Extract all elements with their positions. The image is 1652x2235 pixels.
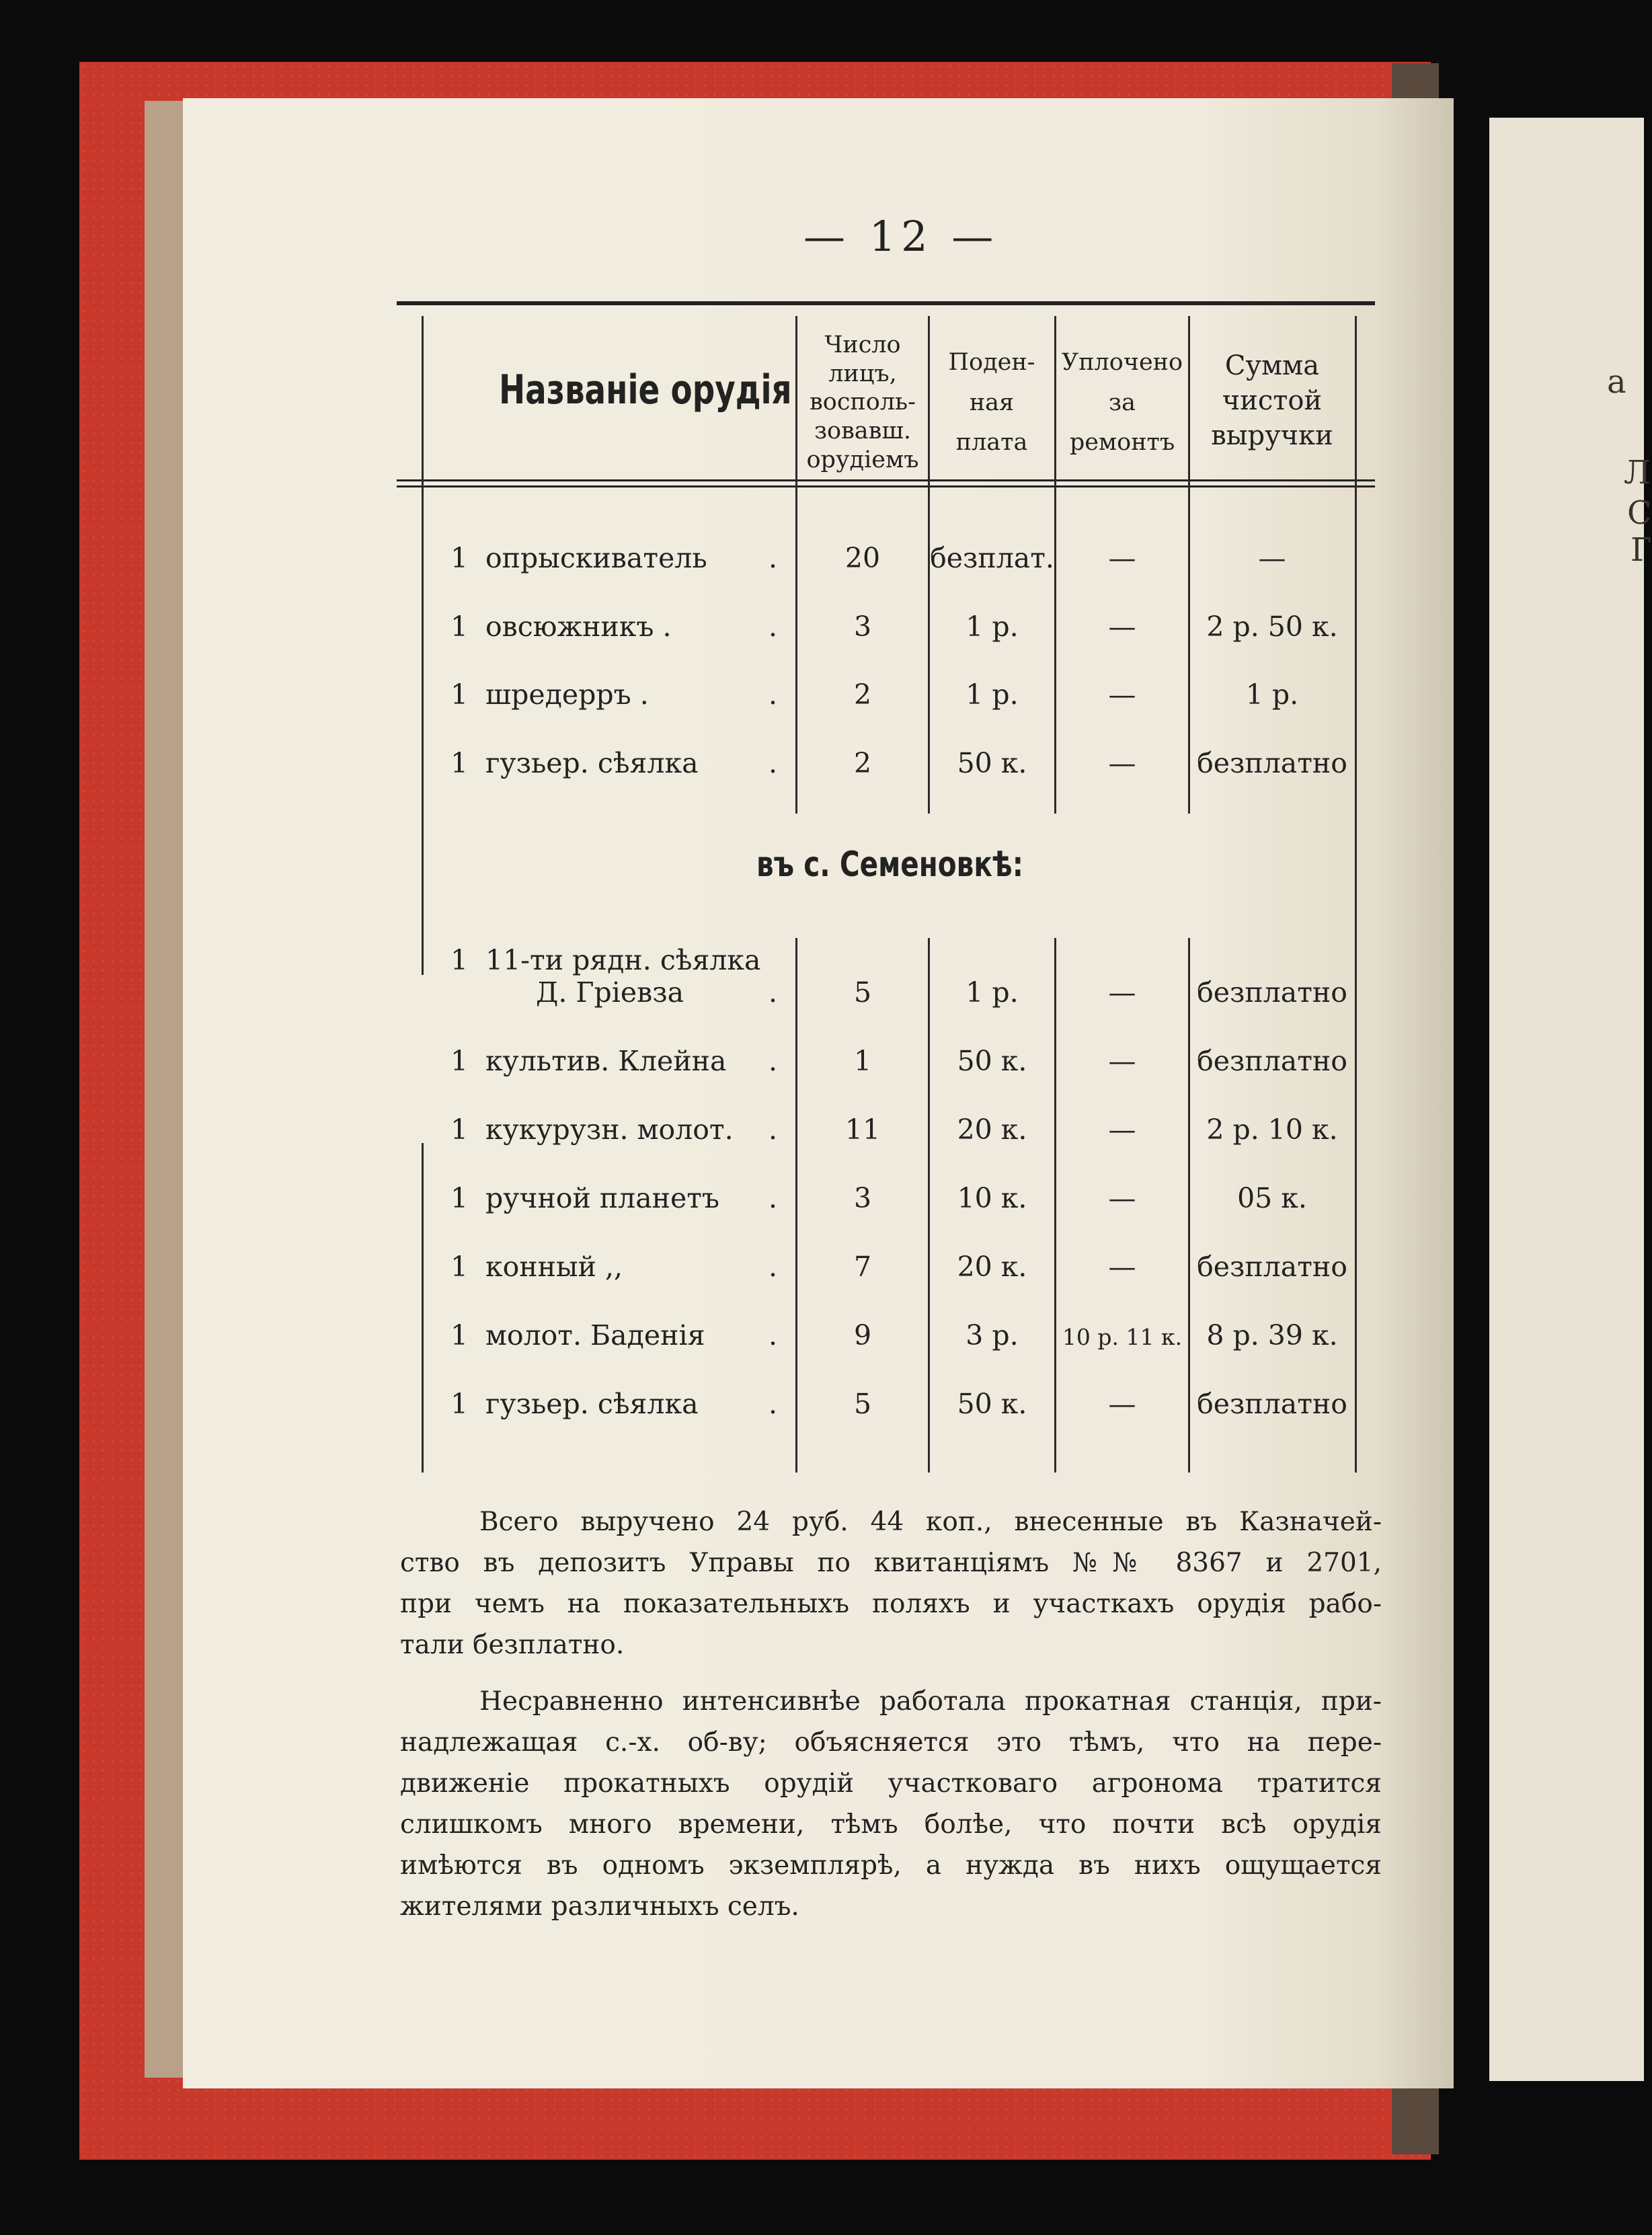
repair-paid: — — [1108, 611, 1136, 643]
paragraph-line: жителями различныхъ селъ. — [400, 1891, 799, 1922]
net-revenue: безплатно — [1197, 1045, 1347, 1077]
column-divider — [1054, 938, 1056, 1473]
tool-name: гузьер. сѣялка — [485, 1388, 699, 1420]
net-revenue: 1 р. — [1245, 678, 1299, 711]
facing-page-letter: С — [1627, 494, 1652, 532]
header-line: чистой — [1222, 385, 1323, 416]
tool-name: 11-ти рядн. сѣялка — [485, 944, 761, 976]
repair-paid: — — [1108, 1045, 1136, 1077]
header-line: лицъ, — [828, 360, 897, 387]
page-number: — 12 — — [803, 212, 999, 261]
paragraph-line: надлежащая с.-х. об-ву; объясняется это тѣмъ, что на пере- — [400, 1727, 1382, 1758]
table-border-left — [422, 1143, 424, 1473]
daily-pay: 1 р. — [966, 976, 1019, 1009]
daily-pay: 3 р. — [966, 1319, 1019, 1351]
daily-pay: 20 к. — [957, 1113, 1027, 1146]
qty: 1 — [450, 542, 469, 574]
users-count: 7 — [853, 1251, 872, 1283]
header-count — [799, 331, 927, 474]
facing-page-letter: а — [1607, 363, 1626, 401]
facing-page-letter: Г — [1630, 531, 1652, 569]
column-divider — [1054, 316, 1056, 814]
daily-pay: 50 к. — [957, 1388, 1027, 1420]
paragraph-line: Всего выручено 24 руб. 44 коп., внесенные въ Казначей- — [479, 1507, 1382, 1537]
header-line: зовавш. — [814, 418, 912, 445]
tool-name: культив. Клейна — [485, 1045, 727, 1077]
daily-pay: 20 к. — [957, 1251, 1027, 1283]
daily-pay: 50 к. — [957, 1045, 1027, 1077]
tool-name: шредерръ . — [485, 678, 649, 711]
tool-name: опрыскиватель — [485, 542, 707, 574]
tool-name: кукурузн. молот. — [485, 1113, 734, 1146]
net-revenue: 2 р. 10 к. — [1206, 1113, 1338, 1146]
column-divider — [1188, 938, 1190, 1473]
tool-name: молот. Баденія — [485, 1319, 705, 1351]
daily-pay: 1 р. — [966, 611, 1019, 643]
header-rule — [397, 479, 1375, 481]
leader-dot: . — [769, 611, 778, 643]
repair-paid: — — [1108, 1388, 1136, 1420]
users-count: 9 — [853, 1319, 872, 1351]
qty: 1 — [450, 611, 469, 643]
tool-name: гузьер. сѣялка — [485, 747, 699, 779]
header-rule-double — [397, 485, 1375, 487]
top-rule — [397, 301, 1375, 305]
header-name: Названіе орудія — [499, 366, 792, 414]
header-line: ная — [969, 389, 1015, 416]
daily-pay: 1 р. — [966, 678, 1019, 711]
qty: 1 — [450, 1251, 469, 1283]
column-divider — [795, 938, 797, 1473]
tool-name: ручной планетъ — [485, 1182, 720, 1214]
table-border-right — [1355, 316, 1357, 1473]
table-border-left — [422, 316, 424, 975]
facing-page — [1489, 118, 1652, 2081]
users-count: 2 — [853, 678, 872, 711]
paragraph-rental-station — [400, 1681, 1382, 1927]
repair-paid: 10 р. 11 к. — [1062, 1324, 1183, 1350]
leader-dot: . — [769, 976, 778, 1009]
header-repair — [1058, 343, 1187, 463]
column-divider — [795, 316, 797, 814]
daily-pay: 10 к. — [957, 1182, 1027, 1214]
leader-dot: . — [769, 1388, 778, 1420]
repair-paid: — — [1108, 976, 1136, 1009]
users-count: 20 — [844, 542, 881, 574]
header-line: плата — [955, 429, 1028, 456]
paragraph-line: тали безплатно. — [400, 1630, 625, 1660]
leader-dot: . — [769, 1182, 778, 1214]
qty: 1 — [450, 1182, 469, 1214]
repair-paid: — — [1108, 1113, 1136, 1146]
section-title: въ с. Семеновкѣ: — [756, 845, 1023, 885]
header-line: за — [1109, 389, 1136, 416]
paragraph-line: движеніе прокатныхъ орудій участковаго агронома тратится — [400, 1768, 1382, 1799]
header-pay — [931, 343, 1052, 463]
header-line: Поден- — [948, 349, 1035, 376]
header-line: Число — [824, 331, 901, 358]
users-count: 2 — [853, 747, 872, 779]
net-revenue: 05 к. — [1237, 1182, 1307, 1214]
leader-dot: . — [769, 1045, 778, 1077]
daily-pay: 50 к. — [957, 747, 1027, 779]
header-revenue — [1191, 348, 1353, 453]
facing-page-letter: Л — [1624, 454, 1651, 492]
users-count: 5 — [853, 1388, 872, 1420]
repair-paid: — — [1108, 678, 1136, 711]
tool-name: овсюжникъ . — [485, 611, 672, 643]
leader-dot: . — [769, 1319, 778, 1351]
column-divider — [1188, 316, 1190, 814]
daily-pay: безплат. — [930, 542, 1054, 574]
users-count: 3 — [853, 611, 872, 643]
tool-name-continued: Д. Гріевза — [536, 976, 684, 1009]
header-line: орудіемъ — [806, 446, 919, 473]
qty: 1 — [450, 1045, 469, 1077]
qty: 1 — [450, 1113, 469, 1146]
header-line: выручки — [1211, 420, 1333, 451]
repair-paid: — — [1108, 1251, 1136, 1283]
paragraph-line: ство въ депозитъ Управы по квитанціямъ №№ 8367 и 2701, — [400, 1548, 1382, 1578]
users-count: 11 — [844, 1113, 881, 1146]
qty: 1 — [450, 678, 469, 711]
qty: 1 — [450, 944, 469, 976]
header-line: восполь- — [810, 389, 916, 416]
net-revenue: безплатно — [1197, 747, 1347, 779]
leader-dot: . — [769, 678, 778, 711]
net-revenue: 8 р. 39 к. — [1206, 1319, 1338, 1351]
header-line: ремонтъ — [1069, 429, 1175, 456]
users-count: 5 — [853, 976, 872, 1009]
qty: 1 — [450, 1388, 469, 1420]
paragraph-line: слишкомъ много времени, тѣмъ болѣе, что почти всѣ орудія — [400, 1809, 1382, 1840]
users-count: 3 — [853, 1182, 872, 1214]
paragraph-line: имѣются въ одномъ экземплярѣ, а нужда въ нихъ ощущается — [400, 1850, 1382, 1881]
leader-dot: . — [769, 1113, 778, 1146]
leader-dot: . — [769, 542, 778, 574]
header-line: Сумма — [1224, 350, 1320, 381]
leader-dot: . — [769, 747, 778, 779]
paragraph-line: при чемъ на показательныхъ поляхъ и участкахъ орудія рабо- — [400, 1589, 1382, 1619]
paragraph-line: Несравненно интенсивнѣе работала прокатная станція, при- — [479, 1686, 1382, 1717]
paragraph-revenue-summary — [400, 1501, 1382, 1665]
repair-paid: — — [1108, 747, 1136, 779]
net-revenue: безплатно — [1197, 1388, 1347, 1420]
qty: 1 — [450, 747, 469, 779]
net-revenue: безплатно — [1197, 976, 1347, 1009]
users-count: 1 — [853, 1045, 872, 1077]
header-line: Уплочено — [1061, 349, 1183, 376]
repair-paid: — — [1108, 542, 1136, 574]
qty: 1 — [450, 1319, 469, 1351]
repair-paid: — — [1108, 1182, 1136, 1214]
leader-dot: . — [769, 1251, 778, 1283]
net-revenue: — — [1258, 542, 1286, 574]
net-revenue: 2 р. 50 к. — [1206, 611, 1338, 643]
net-revenue: безплатно — [1197, 1251, 1347, 1283]
tool-name: конный ,, — [485, 1251, 623, 1283]
